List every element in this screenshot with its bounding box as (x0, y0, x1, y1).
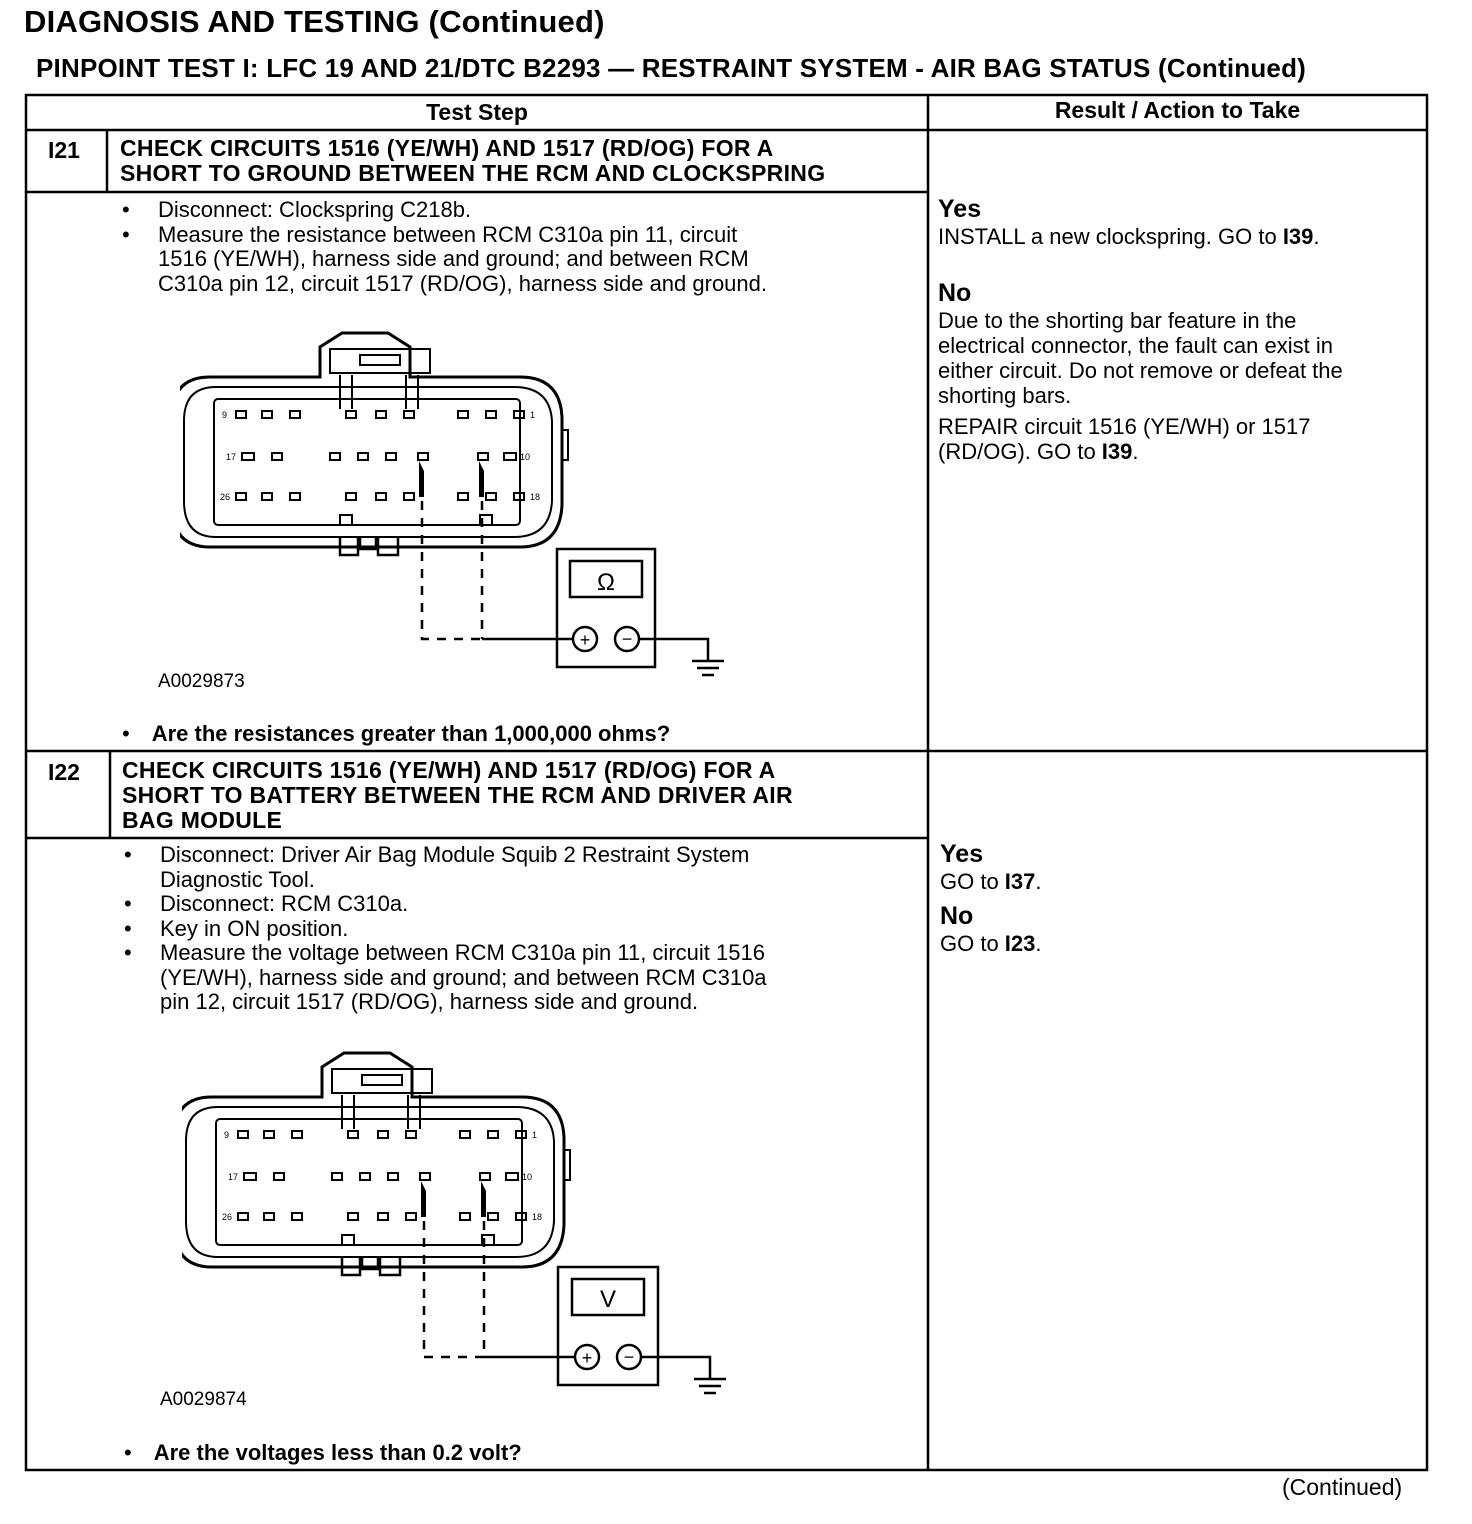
pinpoint-test-subtitle: PINPOINT TEST I: LFC 19 AND 21/DTC B2293 — RESTRAINT SYSTEM - AIR BAG STATUS (Continued) (36, 53, 1307, 83)
negative-terminal: − (623, 1347, 635, 1367)
step-question: • Are the resistances greater than 1,000,000 ohms? (122, 721, 670, 747)
instruction-item: • Key in ON position. (124, 917, 914, 942)
pin-label: 18 (530, 492, 541, 502)
column-header-result: Result / Action to Take (1054, 97, 1301, 123)
step-number: I22 (48, 759, 80, 785)
result-yes-label: Yes (940, 840, 984, 868)
step-title-line: CHECK CIRCUITS 1516 (YE/WH) AND 1517 (RD/OG) FOR A (122, 757, 776, 783)
result-no-action: REPAIR circuit 1516 (YE/WH) or 1517 (RD/OG). GO to I39. (938, 414, 1311, 464)
step-instructions (124, 843, 914, 1015)
volt-symbol: V (599, 1286, 617, 1313)
pin-label: 1 (530, 410, 536, 420)
result-no-text: GO to I23. (940, 931, 1042, 956)
result-no-text: Due to the shorting bar feature in the electrical connector, the fault can exist in either circuit. Do not remove or defeat the shorting bars. (938, 308, 1343, 408)
pin-label: 10 (520, 452, 531, 462)
pin-label: 26 (222, 1212, 233, 1222)
instruction-item: • Measure the voltage between RCM C310a pin 11, circuit 1516 (YE/WH), harness side and ground; and between RCM C310a pin 12, circuit 1517 (RD/OG), harness side and ground. (124, 941, 914, 1015)
step-title (120, 136, 825, 186)
step-title (122, 758, 793, 833)
instruction-item: • Disconnect: RCM C310a. (124, 892, 914, 917)
pin-label: 17 (228, 1172, 239, 1182)
result-yes-label: Yes (938, 195, 982, 223)
step-title-line: CHECK CIRCUITS 1516 (YE/WH) AND 1517 (RD/OG) FOR A (120, 135, 774, 161)
figure-id: A0029873 (158, 671, 245, 692)
step-title-line: SHORT TO BATTERY BETWEEN THE RCM AND DRIVER AIR (122, 782, 793, 808)
positive-terminal: + (579, 630, 591, 650)
instruction-item: • Disconnect: Driver Air Bag Module Squib 2 Restraint System Diagnostic Tool. (124, 843, 914, 892)
page-title: DIAGNOSIS AND TESTING (Continued) (24, 4, 605, 39)
pin-label: 17 (226, 452, 237, 462)
positive-terminal: + (581, 1348, 593, 1368)
step-question: • Are the voltages less than 0.2 volt? (124, 1440, 522, 1466)
pin-label: 1 (532, 1130, 538, 1140)
pin-label: 9 (224, 1130, 230, 1140)
pin-label: 26 (220, 492, 231, 502)
connector-voltmeter-diagram (182, 1045, 742, 1410)
step-number: I21 (48, 137, 80, 163)
negative-terminal: − (621, 629, 633, 649)
step-title-line: BAG MODULE (122, 807, 283, 833)
result-yes-text: GO to I37. (940, 869, 1042, 894)
result-no-label: No (938, 279, 972, 307)
ohm-symbol: Ω (597, 569, 615, 596)
step-title-line: SHORT TO GROUND BETWEEN THE RCM AND CLOCKSPRING (120, 160, 826, 186)
continued-note: (Continued) (1282, 1474, 1403, 1500)
pin-label: 9 (222, 410, 228, 420)
figure-id: A0029874 (160, 1389, 247, 1410)
step-instructions (122, 198, 912, 296)
pin-label: 10 (522, 1172, 533, 1182)
result-block (940, 840, 1410, 956)
pin-label: 18 (532, 1212, 543, 1222)
instruction-item: • Measure the resistance between RCM C310a pin 11, circuit 1516 (YE/WH), harness side and ground; and between RCM C310a pin 12, circuit 1517 (RD/OG), harness side and ground. (122, 223, 912, 297)
connector-ohmmeter-diagram (180, 325, 740, 690)
result-block (938, 195, 1418, 464)
result-no-label: No (940, 902, 974, 930)
instruction-item: • Disconnect: Clockspring C218b. (122, 198, 912, 223)
column-header-test-step: Test Step (426, 99, 528, 125)
result-yes-text: INSTALL a new clockspring. GO to I39. (938, 224, 1320, 249)
